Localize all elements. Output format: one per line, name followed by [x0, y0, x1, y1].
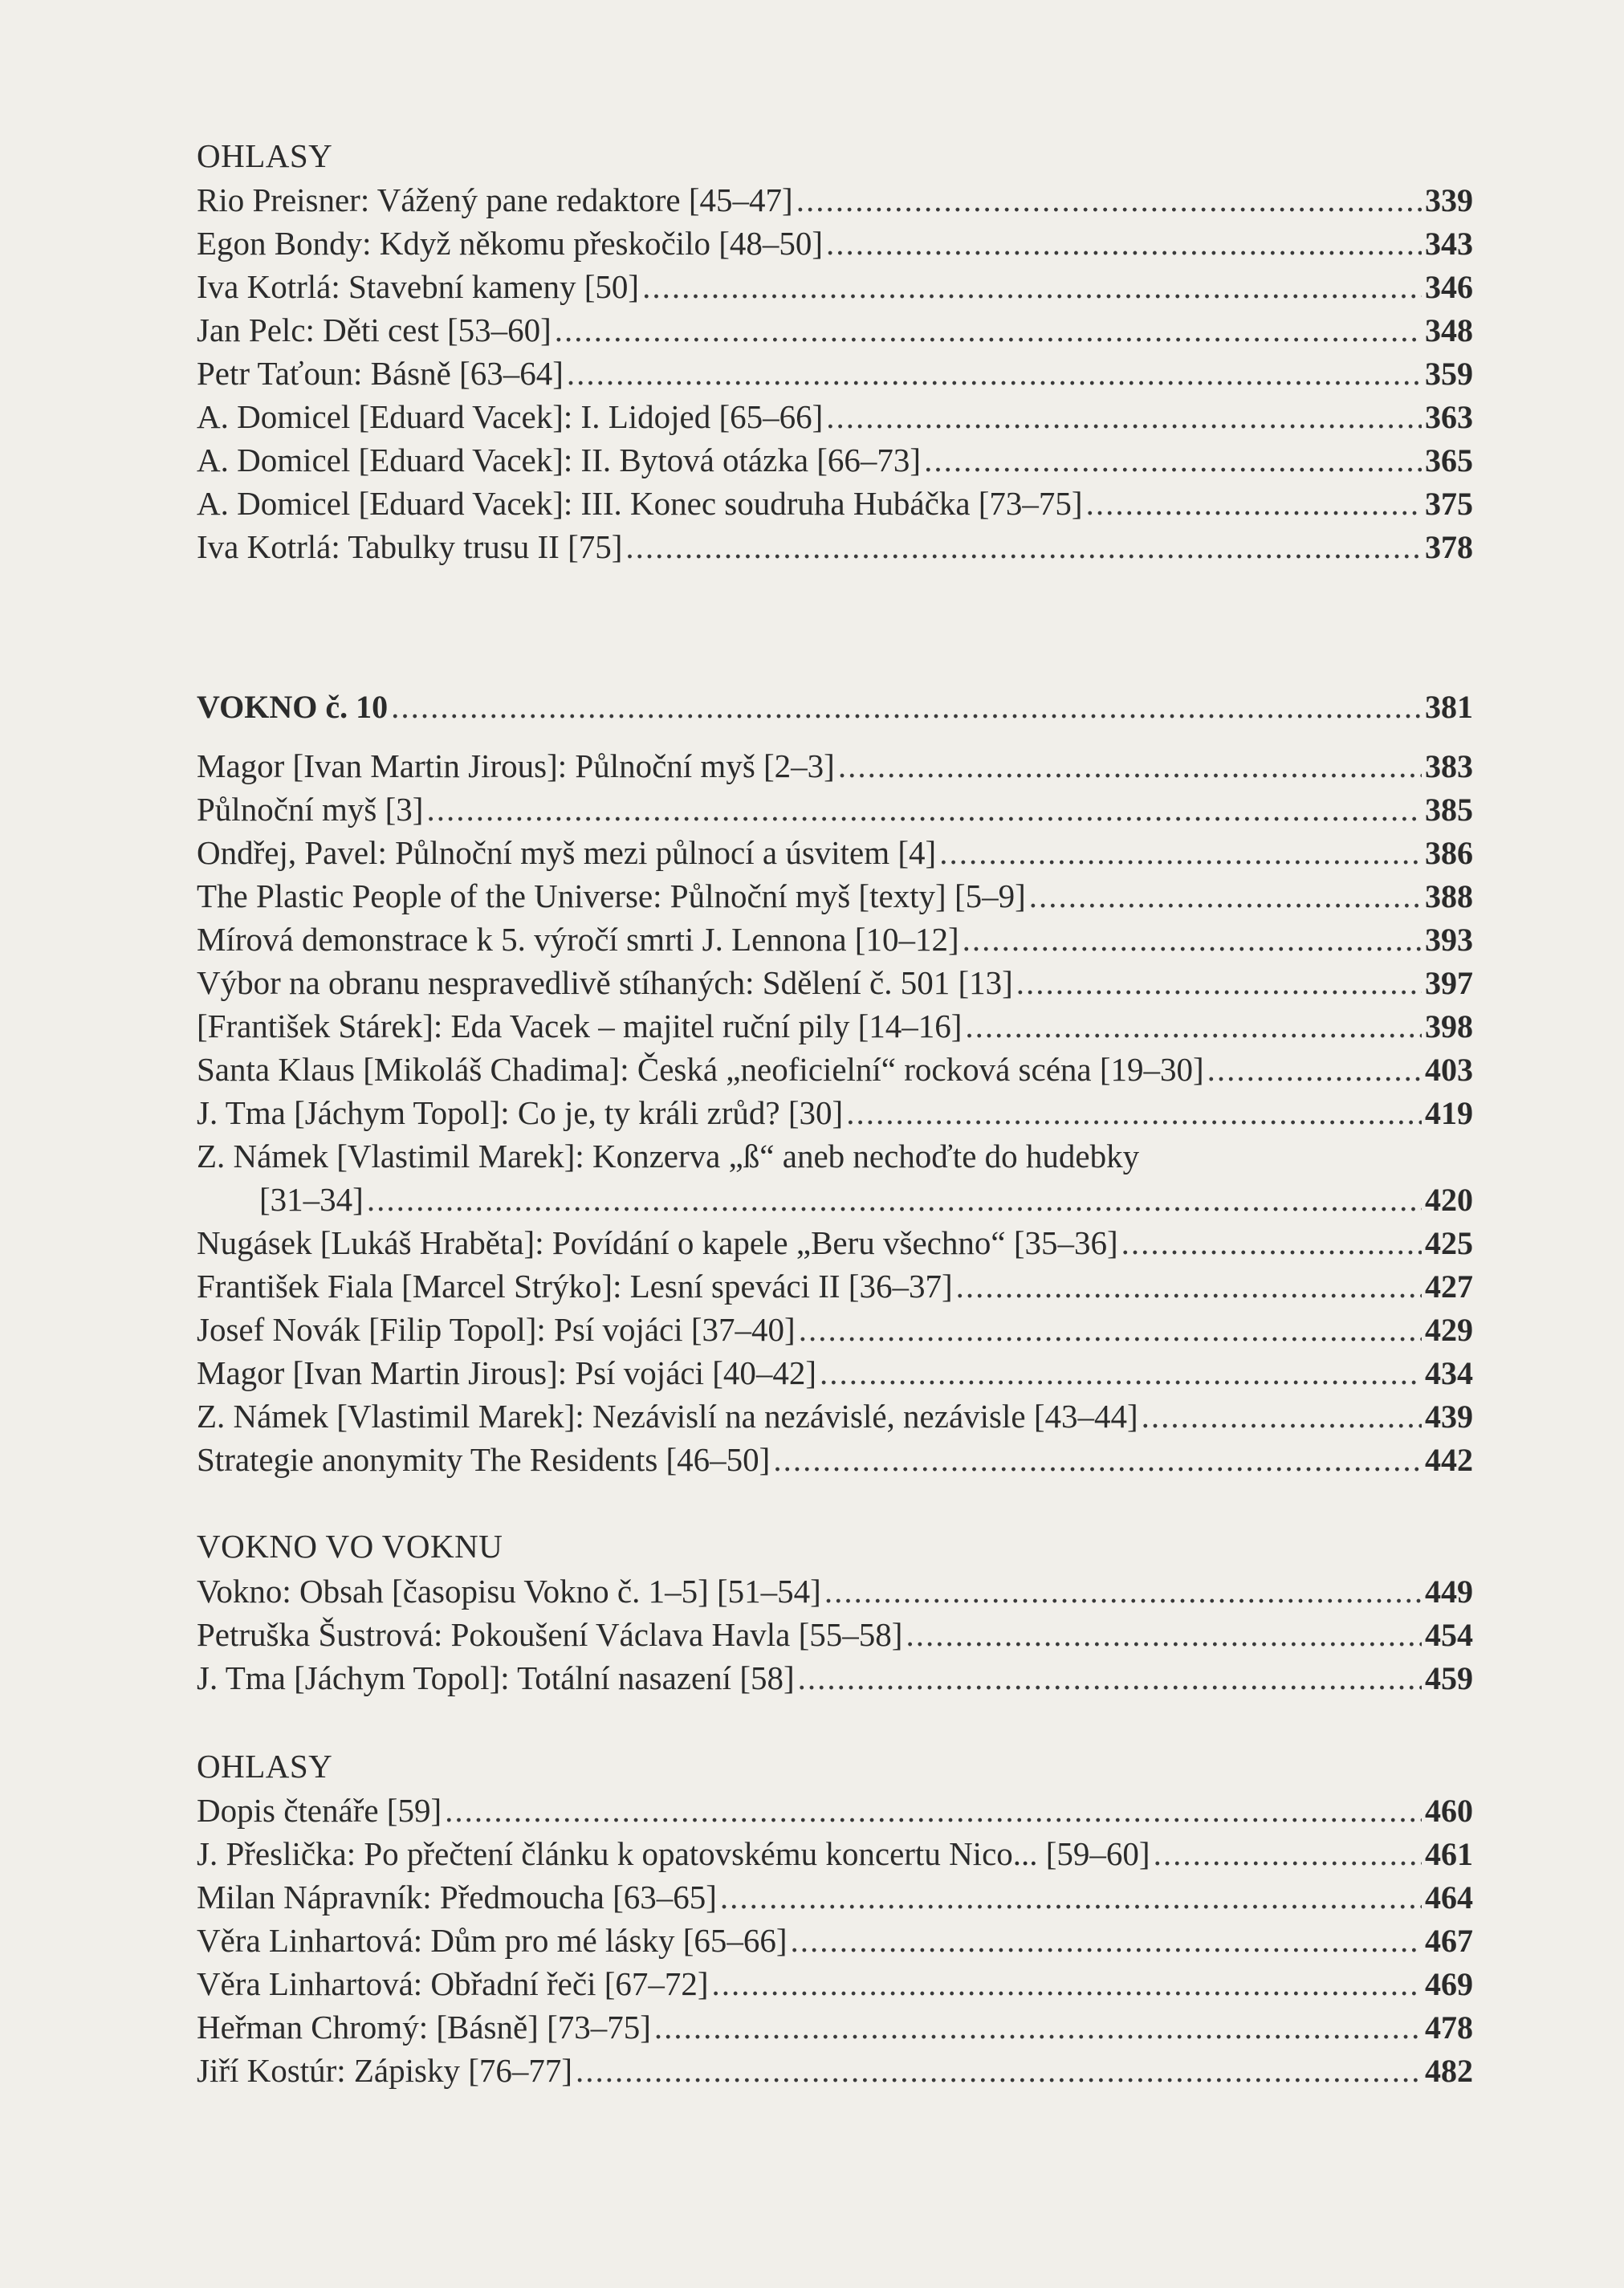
toc-entry: [197, 874, 1473, 918]
dot-leader: [1121, 1221, 1422, 1264]
toc-entry: [197, 1919, 1473, 1962]
entry-title: Vokno: Obsah [časopisu Vokno č. 1–5] [51–54]: [197, 1573, 821, 1610]
toc-entry: [197, 1048, 1473, 1091]
entry-page-number: 381: [1425, 689, 1473, 725]
section-heading-ohlasy: OHLASY: [197, 137, 333, 174]
toc-entry: [197, 308, 1473, 352]
dot-leader: [654, 2005, 1422, 2049]
entry-title: Egon Bondy: Když někomu přeskočilo [48–50]: [197, 225, 824, 262]
toc-entry: [197, 482, 1473, 525]
toc-entry: [197, 1875, 1473, 1919]
entry-page-number: 365: [1425, 442, 1473, 478]
entry-page-number: 363: [1425, 399, 1473, 435]
dot-leader: [838, 744, 1422, 788]
entry-page-number: 461: [1425, 1836, 1473, 1872]
toc-entry: [197, 1351, 1473, 1394]
dot-leader: [826, 395, 1422, 438]
entry-page-number: 449: [1425, 1574, 1473, 1610]
entry-page-number: 454: [1425, 1617, 1473, 1653]
dot-leader: [567, 352, 1422, 395]
entry-page-number: 460: [1425, 1793, 1473, 1829]
entry-title: Strategie anonymity The Residents [46–50]: [197, 1441, 771, 1478]
dot-leader: [939, 831, 1422, 874]
toc-entry: [197, 1789, 1473, 1832]
entry-title: [František Stárek]: Eda Vacek – majitel ruční pily [14–16]: [197, 1008, 963, 1044]
entry-title: Magor [Ivan Martin Jirous]: Půlnoční myš [2–3]: [197, 747, 835, 784]
entry-title: Věra Linhartová: Obřadní řeči [67–72]: [197, 1965, 709, 2002]
section-heading-ohlasy: OHLASY: [197, 1748, 333, 1785]
toc-entry: [197, 1832, 1473, 1875]
toc-entry: [197, 352, 1473, 395]
dot-leader: [367, 1178, 1422, 1221]
dot-leader: [642, 265, 1422, 308]
entry-page-number: 467: [1425, 1923, 1473, 1959]
toc-entry: [197, 961, 1473, 1004]
entry-page-number: 459: [1425, 1660, 1473, 1696]
toc-entry: [197, 1221, 1473, 1264]
entry-page-number: 339: [1425, 182, 1473, 218]
dot-leader: [1207, 1048, 1422, 1091]
dot-leader: [963, 918, 1422, 961]
entry-title: František Fiala [Marcel Strýko]: Lesní speváci II [36–37]: [197, 1268, 953, 1305]
toc-entry: [197, 1308, 1473, 1351]
entry-page-number: 419: [1425, 1095, 1473, 1131]
entry-page-number: 427: [1425, 1268, 1473, 1305]
section-heading-title: VOKNO č. 10: [197, 689, 389, 725]
entry-page-number: 385: [1425, 792, 1473, 828]
entry-page-number: 425: [1425, 1225, 1473, 1261]
dot-leader: [773, 1438, 1422, 1481]
toc-entry: [197, 2005, 1473, 2049]
dot-leader: [826, 222, 1422, 265]
dot-leader: [712, 1962, 1422, 2005]
toc-entry: [197, 1962, 1473, 2005]
entry-title: The Plastic People of the Universe: Půlnoční myš [texty] [5–9]: [197, 877, 1026, 914]
entry-page-number: 478: [1425, 2009, 1473, 2046]
toc-entry: [259, 1178, 1473, 1221]
entry-title: Nugásek [Lukáš Hraběta]: Povídání o kapele „Beru všechno“ [35–36]: [197, 1224, 1118, 1261]
entry-title: Heřman Chromý: [Básně] [73–75]: [197, 2009, 651, 2046]
dot-leader: [1154, 1832, 1422, 1875]
toc-entry: [197, 918, 1473, 961]
toc-entry: [197, 265, 1473, 308]
entry-title: Milan Nápravník: Předmoucha [63–65]: [197, 1879, 717, 1915]
dot-leader: [956, 1264, 1422, 1308]
entry-title: Magor [Ivan Martin Jirous]: Psí vojáci [40–42]: [197, 1354, 817, 1391]
toc-entry: [197, 1569, 1473, 1613]
toc-entry: [197, 1438, 1473, 1481]
entry-page-number: 442: [1425, 1442, 1473, 1478]
dot-leader: [625, 525, 1422, 568]
dot-leader: [720, 1875, 1422, 1919]
toc-entry: [197, 525, 1473, 568]
toc-entry: [197, 178, 1473, 222]
entry-page-number: 378: [1425, 529, 1473, 565]
toc-entry: [197, 1394, 1473, 1438]
dot-leader: [924, 438, 1422, 482]
dot-leader: [824, 1569, 1422, 1613]
toc-entry: [197, 1613, 1473, 1656]
entry-page-number: 388: [1425, 878, 1473, 914]
entry-page-number: 343: [1425, 226, 1473, 262]
entry-page-number: 386: [1425, 835, 1473, 871]
toc-entry: [197, 788, 1473, 831]
entry-title: Petruška Šustrová: Pokoušení Václava Havla [55–58]: [197, 1616, 903, 1653]
entry-title: Ondřej, Pavel: Půlnoční myš mezi půlnocí a úsvitem [4]: [197, 834, 937, 871]
entry-page-number: 359: [1425, 356, 1473, 392]
entry-page-number: 383: [1425, 748, 1473, 784]
entry-page-number: 348: [1425, 312, 1473, 348]
entry-title: Dopis čtenáře [59]: [197, 1792, 442, 1829]
entry-title: Výbor na obranu nespravedlivě stíhaných: Sdělení č. 501 [13]: [197, 964, 1013, 1001]
dot-leader: [445, 1789, 1422, 1832]
entry-page-number: 439: [1425, 1398, 1473, 1435]
toc-entry: [197, 744, 1473, 788]
entry-title: J. Přeslička: Po přečtení článku k opatovskému koncertu Nico... [59–60]: [197, 1835, 1150, 1872]
entry-page-number: 393: [1425, 922, 1473, 958]
entry-page-number: 464: [1425, 1879, 1473, 1915]
toc-entry: [197, 1004, 1473, 1048]
dot-leader: [426, 788, 1422, 831]
entry-title: A. Domicel [Eduard Vacek]: III. Konec soudruha Hubáčka [73–75]: [197, 485, 1083, 522]
entry-title-first-line: Z. Námek [Vlastimil Marek]: Konzerva „ß“ aneb nechoďte do hudebky: [197, 1138, 1140, 1175]
entry-page-number: 420: [1425, 1182, 1473, 1218]
entry-title: Rio Preisner: Vážený pane redaktore [45–47]: [197, 181, 793, 218]
entry-title: J. Tma [Jáchym Topol]: Co je, ty králi zrůd? [30]: [197, 1094, 844, 1131]
entry-title: Iva Kotrlá: Tabulky trusu II [75]: [197, 528, 623, 565]
toc-entry: [197, 438, 1473, 482]
dot-leader: [820, 1351, 1422, 1394]
dot-leader: [906, 1613, 1422, 1656]
entry-title: Santa Klaus [Mikoláš Chadima]: Česká „neoficielní“ rocková scéna [19–30]: [197, 1051, 1204, 1088]
entry-title: Mírová demonstrace k 5. výročí smrti J. Lennona [10–12]: [197, 921, 959, 958]
dot-leader: [791, 1919, 1422, 1962]
toc-entry: [197, 1264, 1473, 1308]
dot-leader: [1016, 961, 1422, 1004]
entry-title: Josef Novák [Filip Topol]: Psí vojáci [37–40]: [197, 1311, 796, 1348]
entry-title: A. Domicel [Eduard Vacek]: II. Bytová otázka [66–73]: [197, 442, 922, 478]
dot-leader: [799, 1308, 1422, 1351]
entry-page-number: 346: [1425, 269, 1473, 305]
toc-entry: [197, 395, 1473, 438]
entry-page-number: 375: [1425, 486, 1473, 522]
entry-title: Věra Linhartová: Dům pro mé lásky [65–66]: [197, 1922, 788, 1959]
entry-page-number: 398: [1425, 1008, 1473, 1044]
entry-title: Z. Námek [Vlastimil Marek]: Nezávislí na nezávislé, nezávisle [43–44]: [197, 1398, 1138, 1435]
entry-title: A. Domicel [Eduard Vacek]: I. Lidojed [65–66]: [197, 398, 824, 435]
entry-title: Jan Pelc: Děti cest [53–60]: [197, 311, 552, 348]
toc-entry: [197, 1656, 1473, 1700]
entry-title: Iva Kotrlá: Stavební kameny [50]: [197, 268, 640, 305]
toc-entry: [197, 2049, 1473, 2092]
section-heading-vokno-10: [197, 685, 1473, 728]
entry-page-number: 397: [1425, 965, 1473, 1001]
dot-leader: [846, 1091, 1422, 1134]
dot-leader: [965, 1004, 1422, 1048]
entry-title: Půlnoční myš [3]: [197, 791, 424, 828]
dot-leader: [798, 1656, 1422, 1700]
section-heading-vokno-vo-voknu: VOKNO VO VOKNU: [197, 1528, 503, 1565]
entry-title: [31–34]: [259, 1181, 364, 1218]
dot-leader: [576, 2049, 1422, 2092]
entry-page-number: 469: [1425, 1966, 1473, 2002]
dot-leader: [1142, 1394, 1422, 1438]
toc-entry: [197, 1091, 1473, 1134]
dot-leader: [1029, 874, 1422, 918]
dot-leader: [1086, 482, 1422, 525]
entry-title: Jiří Kostúr: Zápisky [76–77]: [197, 2052, 573, 2089]
toc-entry: [197, 222, 1473, 265]
toc-entry: [197, 831, 1473, 874]
dot-leader: [555, 308, 1422, 352]
dot-leader: [391, 685, 1422, 728]
dot-leader: [796, 178, 1422, 222]
entry-page-number: 482: [1425, 2053, 1473, 2089]
entry-page-number: 434: [1425, 1355, 1473, 1391]
entry-page-number: 403: [1425, 1052, 1473, 1088]
entry-page-number: 429: [1425, 1312, 1473, 1348]
entry-title: Petr Taťoun: Básně [63–64]: [197, 355, 564, 392]
entry-title: J. Tma [Jáchym Topol]: Totální nasazení [58]: [197, 1659, 795, 1696]
